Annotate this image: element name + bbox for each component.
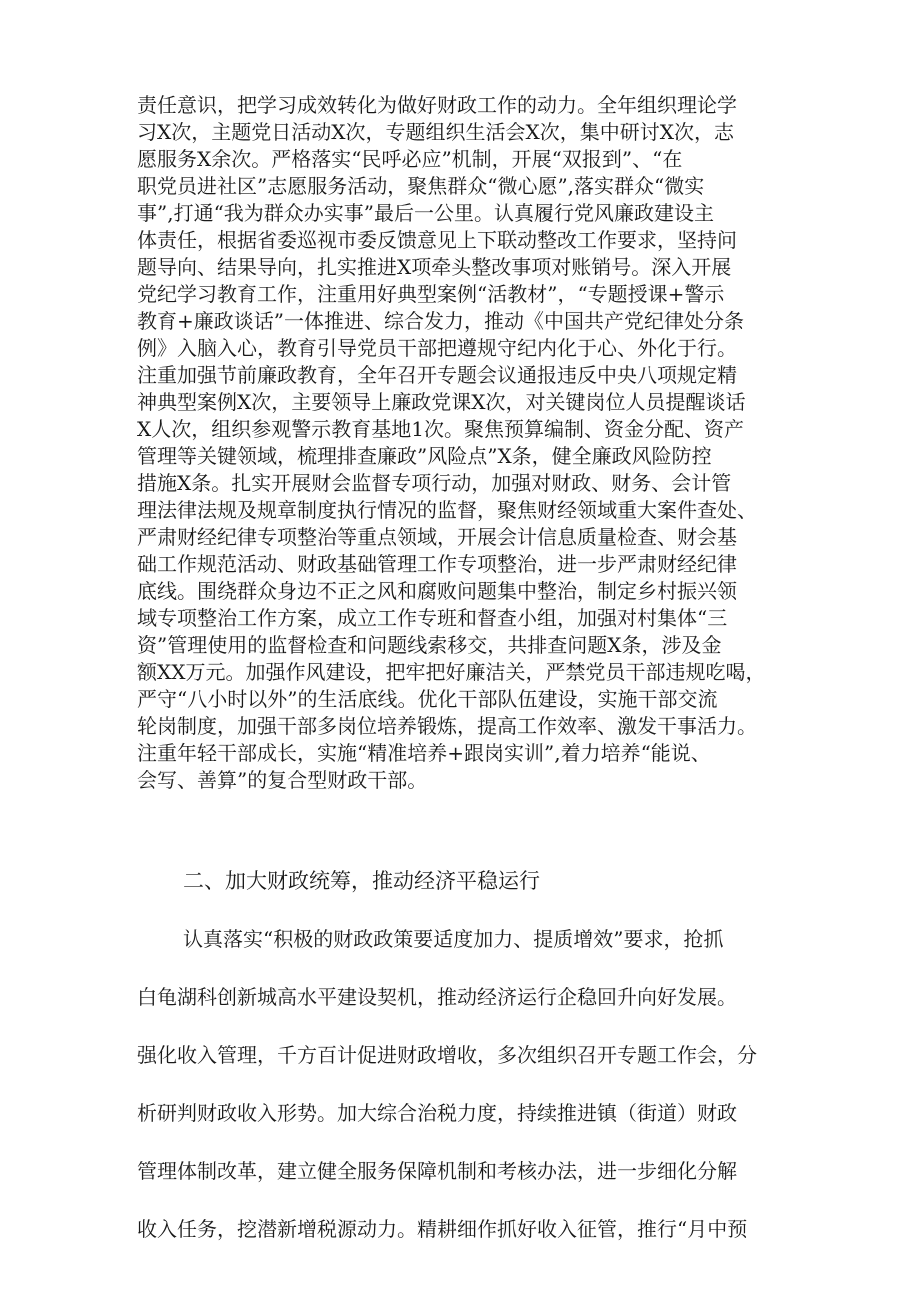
paragraph-line: 党纪学习教育工作，注重用好典型案例“活教材”，“专题授课+警示 [137,282,725,306]
paragraph-line: 措施X条。扎实开展财会监督专项行动，加强对财政、财务、会计管 [137,471,732,495]
paragraph-line: 会写、善算”的复合型财政干部。 [137,768,428,792]
paragraph-line: 管理等关键领域，梳理排查廉政”风险点”X条，健全廉政风险防控 [137,444,712,468]
section-heading: 二、加大财政统筹，推动经济平稳运行 [183,869,540,893]
paragraph-line: 例》入脑入心，教育引导党员干部把遵规守纪内化于心、外化于行。 [137,336,737,360]
paragraph-line: 体责任，根据省委巡视市委反馈意见上下联动整改工作要求，坚持问 [137,228,737,252]
paragraph-line: 理法律法规及规章制度执行情况的监督，聚焦财经领域重大案件查处、 [137,498,757,522]
paragraph-line: 认真落实“积极的财政政策要适度加力、提质增效”要求，抢抓 [183,927,724,951]
paragraph-line: 底线。围绕群众身边不正之风和腐败问题集中整治，制定乡村振兴领 [137,579,737,603]
paragraph-line: 事”,打通“我为群众办实事”最后一公里。认真履行党风廉政建设主 [137,201,715,225]
paragraph-line: 白龟湖科创新城高水平建设契机，推动经济运行企稳回升向好发展。 [137,985,737,1009]
paragraph-line: 神典型案例X次，主要领导上廉政党课X次，对关键岗位人员提醒谈话 [137,390,746,414]
paragraph-line: 域专项整治工作方案，成立工作专班和督查小组，加强对村集体“三 [137,606,728,630]
paragraph-line: 注重加强节前廉政教育，全年召开专题会议通报违反中央八项规定精 [137,363,737,387]
paragraph-line: 轮岗制度，加强干部多岗位培养锻炼，提高工作效率、激发干事活力。 [137,714,757,738]
paragraph-line: 注重年轻干部成长，实施“精准培养+跟岗实训”,着力培养“能说、 [137,741,711,765]
paragraph-line: 严守“八小时以外”的生活底线。优化干部队伍建设，实施干部交流 [137,687,718,711]
paragraph-line: 题导向、结果导向，扎实推进X项牵头整改事项对账销号。深入开展 [137,255,732,279]
paragraph-line: 习X次，主题党日活动X次，专题组织生活会X次，集中研讨X次，志 [137,120,734,144]
paragraph-line: 收入任务，挖潜新增税源动力。精耕细作抓好收入征管，推行“月中预 [137,1217,748,1241]
paragraph-line: 资”管理使用的监督检查和问题线索移交，共排查问题X条，涉及金 [137,633,722,657]
paragraph-line: 教育+廉政谈话”一体推进、综合发力，推动《中国共产党纪律处分条 [137,309,744,333]
paragraph-line: 额XX万元。加强作风建设，把牢把好廉洁关，严禁党员干部违规吃喝， [137,660,766,684]
paragraph-line: 责任意识，把学习成效转化为做好财政工作的动力。全年组织理论学 [137,93,737,117]
paragraph-line: 严肃财经纪律专项整治等重点领域，开展会计信息质量检查、财会基 [137,525,737,549]
paragraph-line: 础工作规范活动、财政基础管理工作专项整治，进一步严肃财经纪律 [137,552,737,576]
paragraph-line: 析研判财政收入形势。加大综合治税力度，持续推进镇（街道）财政 [137,1101,737,1125]
paragraph-line: 强化收入管理，千方百计促进财政增收，多次组织召开专题工作会，分 [137,1043,757,1067]
paragraph-line: 愿服务X余次。严格落实“民呼必应”机制，开展“双报到”、“在 [137,147,683,171]
paragraph-line: 职党员进社区”志愿服务活动，聚焦群众“微心愿”,落实群众“微实 [137,174,705,198]
paragraph-line: 管理体制改革，建立健全服务保障机制和考核办法，进一步细化分解 [137,1159,737,1183]
paragraph-line: X人次，组织参观警示教育基地1次。聚焦预算编制、资金分配、资产 [137,417,744,441]
